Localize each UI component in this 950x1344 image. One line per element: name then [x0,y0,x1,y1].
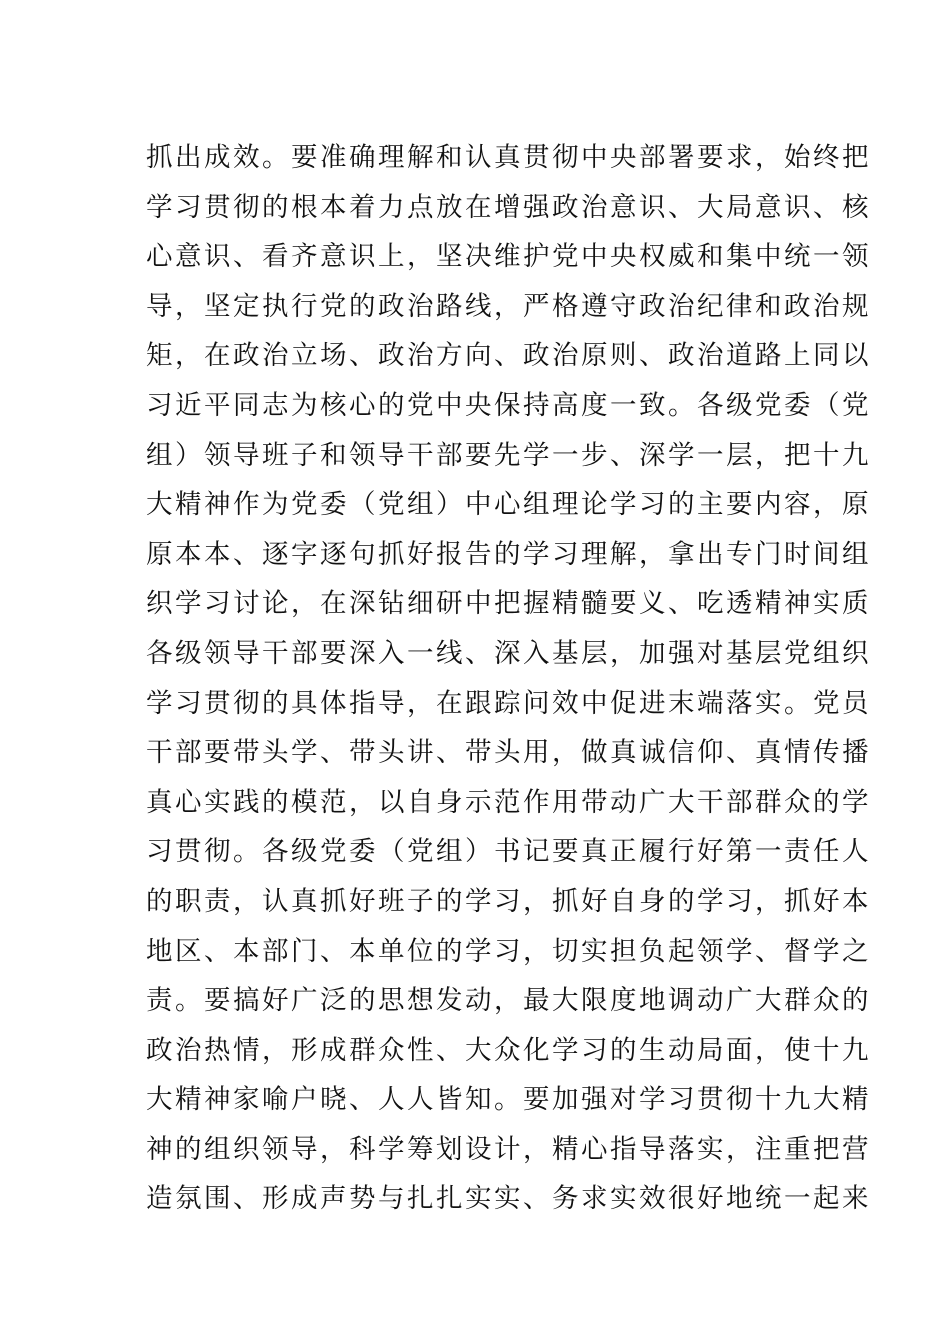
text-line: 的职责，认真抓好班子的学习，抓好自身的学习，抓好本 [146,885,871,917]
text-line: 组）领导班子和领导干部要先学一步、深学一层，把十九 [146,439,871,471]
text-line: 学习贯彻的根本着力点放在增强政治意识、大局意识、核 [146,191,871,223]
text-line: 大精神家喻户晓、人人皆知。要加强对学习贯彻十九大精 [146,1084,871,1116]
text-line: 抓出成效。要准确理解和认真贯彻中央部署要求，始终把 [146,142,871,173]
text-line: 神的组织领导，科学筹划设计，精心指导落实，注重把营 [146,1133,871,1165]
body-text [146,133,871,1224]
text-line: 真心实践的模范，以自身示范作用带动广大干部群众的学 [146,786,871,818]
text-line: 学习贯彻的具体指导，在跟踪问效中促进末端落实。党员 [146,687,871,719]
text-line: 责。要搞好广泛的思想发动，最大限度地调动广大群众的 [146,985,871,1017]
text-line: 造氛围、形成声势与扎扎实实、务求实效很好地统一起来 [146,1183,871,1215]
text-line: 地区、本部门、本单位的学习，切实担负起领学、督学之 [146,935,871,967]
text-line: 矩，在政治立场、政治方向、政治原则、政治道路上同以 [146,340,871,372]
text-line: 各级领导干部要深入一线、深入基层，加强对基层党组织 [146,637,871,669]
text-line: 干部要带头学、带头讲、带头用，做真诚信仰、真情传播 [146,737,871,769]
text-line: 心意识、看齐意识上，坚决维护党中央权威和集中统一领 [146,241,871,273]
text-line: 政治热情，形成群众性、大众化学习的生动局面，使十九 [146,1034,871,1066]
text-line: 织学习讨论，在深钻细研中把握精髓要义、吃透精神实质 [146,588,871,620]
text-line: 习贯彻。各级党委（党组）书记要真正履行好第一责任人 [146,836,871,868]
text-line: 导，坚定执行党的政治路线，严格遵守政治纪律和政治规 [146,290,871,322]
text-line: 原本本、逐字逐句抓好报告的学习理解，拿出专门时间组 [146,538,871,570]
text-line: 习近平同志为核心的党中央保持高度一致。各级党委（党 [146,389,871,421]
text-line: 大精神作为党委（党组）中心组理论学习的主要内容，原 [146,489,871,521]
